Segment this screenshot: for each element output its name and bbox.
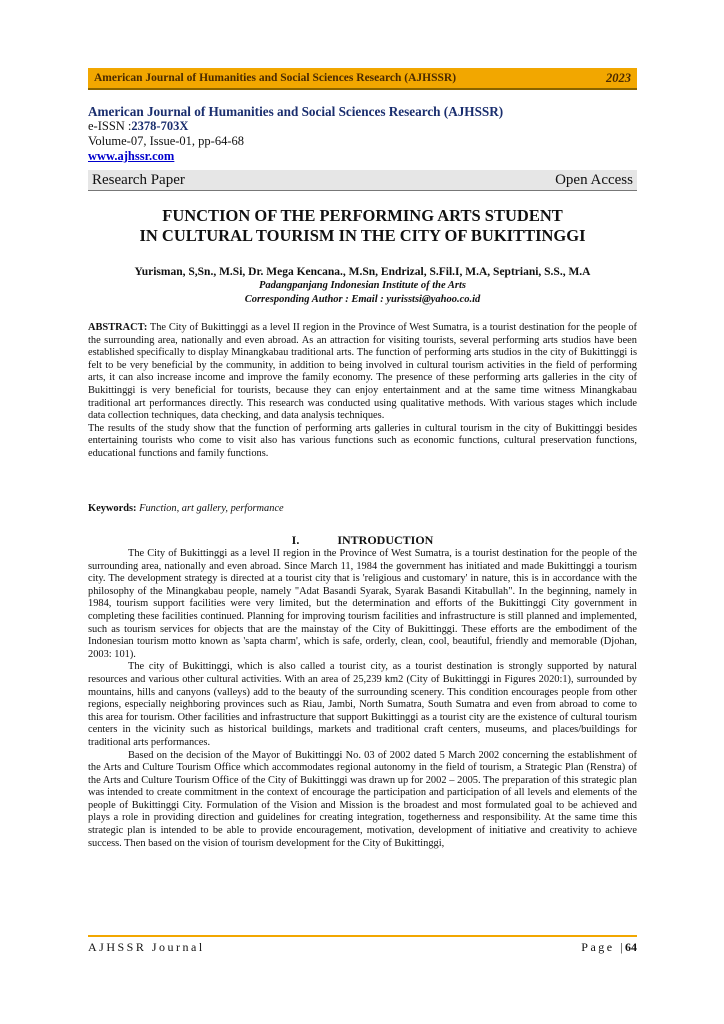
footer-page [581, 940, 637, 955]
keywords-values: Function, art gallery, performance [139, 503, 284, 514]
abstract-paragraph-2: The results of the study show that the function of performing arts galleries in cultural tourism in the city of Bukittinggi besides entertaining tourists who come to visit also has various functions such as economic functions, cultural preservation functions, educational functions and family functions. [88, 422, 637, 459]
intro-paragraph-1: The City of Bukittinggi as a level II region in the Province of West Sumatra, is a tourist destination for the people of the surrounding area, nationally and even abroad. Since March 11, 1984 the government has initiated and made Bukittinggi a tourism city. The development strategy is directed at a tourist city that is 'religious and customary' in nature, this is in accordance with the philosophy of the Minangkabau people, namely "Adat Basandi Syarak, Syarak Basandi Kitabullah". In the beginning, namely in 1984, tourism support facilities were very limited, but the determination and efforts of the Bukittinggi City government in completing these facilities continued. Planning for improving tourism facilities and infrastructure is still planned and implemented, such as tourism services for objects that are the mainstay of the City of Bukittinggi. These efforts are the embodiment of the Indonesian tourism motto known as 'sapta charm', which is safe, orderly, clean, cool, beautiful, friendly and memorable (Djohan, 2003: 101). [88, 548, 637, 660]
eissn-value: 2378-703X [131, 119, 189, 133]
paper-type-label: Research Paper [92, 171, 185, 188]
eissn-label: e-ISSN : [88, 119, 132, 133]
keywords-label: Keywords [88, 503, 134, 514]
author-names: Yurisman, S,Sn., M.Si, Dr. Mega Kencana., M.Sn, Endrizal, S.Fil.I, M.A, Septriani, S.S., M.A [134, 266, 591, 278]
paper-type-bar [88, 170, 637, 191]
intro-paragraph-3: Based on the decision of the Mayor of Bukittinggi No. 03 of 2002 dated 5 March 2002 concerning the establishment of the Arts and Culture Tourism Office which accommodates regional autonomy in the field of tourism, a Strategic Plan (Renstra) of the Arts and Culture Tourism Office of the City of Bukittinggi was drawn up for 2002 – 2005. The preparation of this strategic plan was intended to create commitment in the context of encourage the participation and participation of all levels and elements of the people of Bukittinggi City. Formulation of the Vision and Mission is the broadest and most formulated goal to be achieved and plays a role in providing direction and guidelines for creating integration, togetherness and responsibility. At the same time this strategic plan is intended to be able to provide encouragement, motivation, development of initiative and creativity to achieve success. Then based on the vision of tourism development for the City of Bukittinggi, [88, 749, 637, 849]
footer-rule [88, 935, 637, 937]
title-line-2: IN CULTURAL TOURISM IN THE CITY OF BUKITTINGGI [139, 226, 586, 245]
access-type-label: Open Access [555, 171, 633, 188]
title-line-1: FUNCTION OF THE PERFORMING ARTS STUDENT [162, 206, 563, 225]
footer-page-number: 64 [625, 940, 637, 954]
corresponding-author: Corresponding Author : Email : yurisstsi@yahoo.co.id [244, 294, 481, 305]
journal-header-bar [88, 68, 637, 90]
author-affiliation: Padangpanjang Indonesian Institute of the Arts [258, 280, 467, 291]
paper-title [88, 206, 637, 246]
section-heading [88, 533, 637, 548]
keywords-line: Keywords: Function, art gallery, performance [88, 503, 284, 514]
abstract-section [88, 322, 637, 461]
intro-paragraph-2: The city of Bukittinggi, which is also called a tourist city, as a tourist destination is strongly supported by natural resources and various other cultural activities. With an area of 25,239 km2 (City of Bukittinggi in Figures 2020:1), surrounded by mountains, hills and canyons (valleys) add to the beauty of the surrounding scenery. This condition encourages people from other regions, especially neighboring provinces such as Riau, Jambi, North Sumatra, South Sumatra and even from abroad to come to this area for tourism. Other facilities and infrastructure that support Bukittinggi as a tourist city are the existence of cultural tourism centers in the vicinity such as historical buildings, markets and traditional craft centers, museums, and places/buildings for traditional arts performances. [88, 661, 637, 748]
header-year: 2023 [606, 70, 631, 85]
footer-page-label: Page | [581, 940, 625, 954]
abstract-label: ABSTRACT: [88, 322, 148, 333]
journal-title: American Journal of Humanities and Social Sciences Research (AJHSSR) [88, 104, 504, 119]
eissn-line [88, 119, 637, 134]
introduction-text [88, 548, 637, 850]
abstract-paragraph-1 [88, 322, 637, 423]
abstract-text-1: The City of Bukittinggi as a level II region in the Province of West Sumatra, is a tourist destination for the people of the surrounding area, nationally and even abroad. As an attraction for visiting tourists, several performing arts studios have been established specifically to display Minangkabau traditional arts. The function of performing arts studios in the city of Bukittinggi is felt to be very beneficial by the community, in addition to being involved in cultural tourism activities in the field of performing arts, it can also increase income and improve the family economy. The presence of these performing arts galleries in the city of Bukittinggi is very beneficial for tourists, because they can enjoy entertainment and at the same time witness Minangkabau traditional art performances directly. This research was conducted using qualitative methods. With various stages which include data collection techniques, data checking, and data analysis techniques. [88, 322, 637, 422]
section-title: INTRODUCTION [337, 533, 434, 547]
volume-line: Volume-07, Issue-01, pp-64-68 [88, 134, 244, 148]
header-journal-name: American Journal of Humanities and Social Sciences Research (AJHSSR) [94, 72, 457, 84]
journal-meta [88, 104, 637, 164]
page-footer [88, 940, 637, 955]
footer-journal: AJHSSR Journal [88, 940, 205, 954]
journal-url-link[interactable]: www.ajhssr.com [88, 149, 175, 163]
section-number: I. [291, 533, 300, 547]
author-block [88, 265, 637, 307]
